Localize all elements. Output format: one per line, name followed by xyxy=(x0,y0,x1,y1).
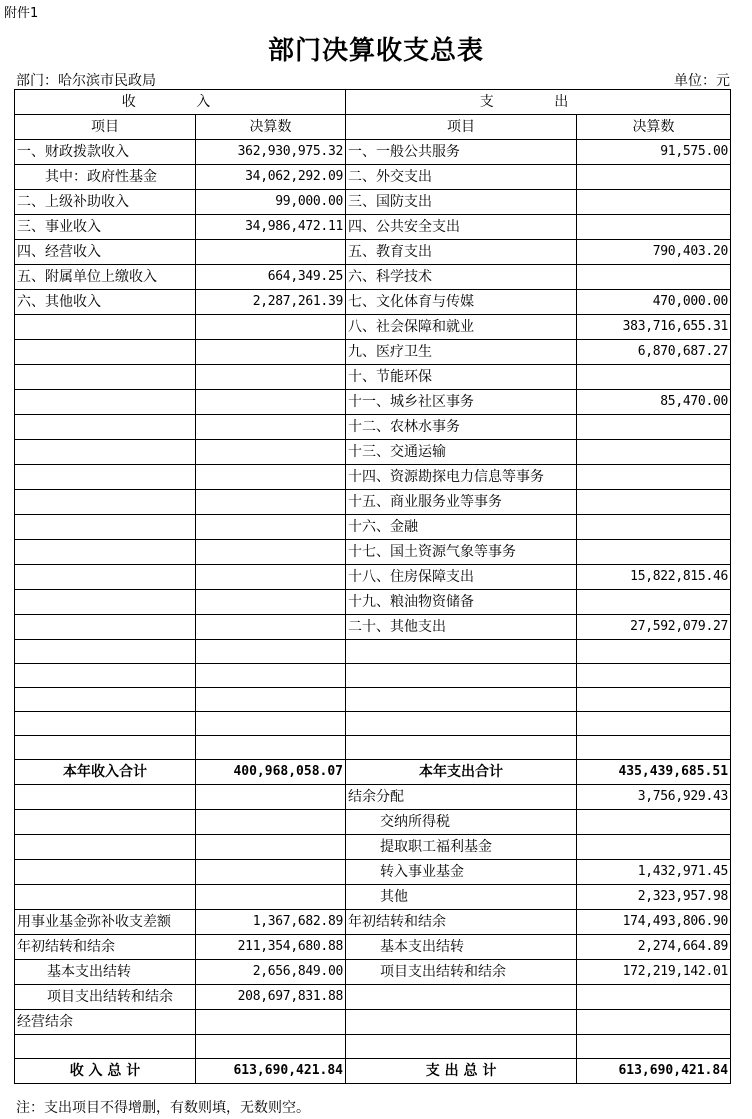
expense-amount-cell xyxy=(577,736,731,760)
table-row xyxy=(15,640,731,664)
income-amount-cell xyxy=(196,415,346,440)
income-amount-cell xyxy=(196,885,346,910)
table-row xyxy=(15,165,731,190)
expense-item-cell: 十三、交通运输 xyxy=(346,440,577,465)
table-row xyxy=(15,985,731,1010)
table-row xyxy=(15,490,731,515)
expense-amount-cell xyxy=(577,440,731,465)
expense-amount-cell xyxy=(577,515,731,540)
table-row xyxy=(15,885,731,910)
income-item-cell xyxy=(15,315,196,340)
income-item-cell xyxy=(15,515,196,540)
table-row xyxy=(15,340,731,365)
expense-amount-cell xyxy=(577,365,731,390)
income-amount-cell xyxy=(196,688,346,712)
expense-item-header: 项目 xyxy=(346,115,577,140)
expense-amount-cell: 790,403.20 xyxy=(577,240,731,265)
expense-amount-cell xyxy=(577,265,731,290)
income-subtotal-value: 400,968,058.07 xyxy=(196,760,346,785)
table-row xyxy=(15,215,731,240)
expense-item-cell: 其他 xyxy=(346,885,577,910)
income-section-header: 收 入 xyxy=(15,90,346,115)
income-total-label: 收 入 总 计 xyxy=(15,1059,196,1084)
expense-item-cell: 年初结转和结余 xyxy=(346,910,577,935)
expense-amount-header: 决算数 xyxy=(577,115,731,140)
expense-amount-cell xyxy=(577,640,731,664)
table-row xyxy=(15,785,731,810)
expense-item-cell xyxy=(346,664,577,688)
expense-item-cell: 二、外交支出 xyxy=(346,165,577,190)
expense-section-header: 支 出 xyxy=(346,90,731,115)
income-item-cell: 项目支出结转和结余 xyxy=(15,985,196,1010)
expense-amount-cell xyxy=(577,490,731,515)
total-row xyxy=(15,1059,731,1084)
income-amount-cell xyxy=(196,1010,346,1035)
expense-amount-cell xyxy=(577,465,731,490)
income-amount-cell xyxy=(196,490,346,515)
table-row xyxy=(15,365,731,390)
income-amount-header: 决算数 xyxy=(196,115,346,140)
expense-amount-cell xyxy=(577,165,731,190)
expense-amount-cell xyxy=(577,688,731,712)
income-amount-cell: 208,697,831.88 xyxy=(196,985,346,1010)
expense-amount-cell xyxy=(577,712,731,736)
expense-amount-cell xyxy=(577,664,731,688)
expense-amount-cell: 15,822,815.46 xyxy=(577,565,731,590)
table-row xyxy=(15,935,731,960)
income-item-cell xyxy=(15,440,196,465)
expense-amount-cell xyxy=(577,215,731,240)
expense-item-cell xyxy=(346,985,577,1010)
income-amount-cell: 2,287,261.39 xyxy=(196,290,346,315)
footnote: 注：支出项目不得增删，有数则填，无数则空。 xyxy=(16,1100,310,1116)
expense-subtotal-value: 435,439,685.51 xyxy=(577,760,731,785)
income-item-cell xyxy=(15,640,196,664)
income-item-cell xyxy=(15,1035,196,1059)
expense-item-cell: 十一、城乡社区事务 xyxy=(346,390,577,415)
table-row xyxy=(15,540,731,565)
income-amount-cell xyxy=(196,240,346,265)
table-row xyxy=(15,960,731,985)
income-item-cell: 三、事业收入 xyxy=(15,215,196,240)
table-row xyxy=(15,440,731,465)
income-item-cell: 年初结转和结余 xyxy=(15,935,196,960)
table-row xyxy=(15,835,731,860)
expense-amount-cell: 3,756,929.43 xyxy=(577,785,731,810)
income-item-cell: 经营结余 xyxy=(15,1010,196,1035)
expense-item-cell: 四、公共安全支出 xyxy=(346,215,577,240)
income-item-header: 项目 xyxy=(15,115,196,140)
income-item-cell: 六、其他收入 xyxy=(15,290,196,315)
expense-amount-cell xyxy=(577,985,731,1010)
expense-amount-cell xyxy=(577,590,731,615)
income-item-cell xyxy=(15,365,196,390)
income-amount-cell xyxy=(196,615,346,640)
expense-item-cell: 二十、其他支出 xyxy=(346,615,577,640)
income-amount-cell xyxy=(196,565,346,590)
income-amount-cell: 362,930,975.32 xyxy=(196,140,346,165)
expense-item-cell: 项目支出结转和结余 xyxy=(346,960,577,985)
expense-amount-cell xyxy=(577,540,731,565)
income-total-value: 613,690,421.84 xyxy=(196,1059,346,1084)
income-amount-cell: 664,349.25 xyxy=(196,265,346,290)
income-item-cell xyxy=(15,615,196,640)
income-amount-cell xyxy=(196,860,346,885)
expense-item-cell: 交纳所得税 xyxy=(346,810,577,835)
table-row xyxy=(15,240,731,265)
expense-amount-cell: 470,000.00 xyxy=(577,290,731,315)
income-amount-cell xyxy=(196,712,346,736)
income-amount-cell xyxy=(196,340,346,365)
table-row xyxy=(15,712,731,736)
attachment-label: 附件1 xyxy=(4,6,39,21)
expense-item-cell: 三、国防支出 xyxy=(346,190,577,215)
expense-item-cell: 十八、住房保障支出 xyxy=(346,565,577,590)
income-item-cell xyxy=(15,885,196,910)
unit-label: 单位：元 xyxy=(674,73,730,89)
income-amount-cell xyxy=(196,390,346,415)
income-amount-cell xyxy=(196,664,346,688)
expense-item-cell xyxy=(346,1010,577,1035)
expense-item-cell xyxy=(346,712,577,736)
table-row xyxy=(15,265,731,290)
expense-item-cell xyxy=(346,1035,577,1059)
expense-item-cell: 结余分配 xyxy=(346,785,577,810)
income-item-cell xyxy=(15,835,196,860)
expense-item-cell: 转入事业基金 xyxy=(346,860,577,885)
expense-item-cell xyxy=(346,736,577,760)
income-amount-cell xyxy=(196,736,346,760)
income-amount-cell xyxy=(196,540,346,565)
table-row xyxy=(15,565,731,590)
table-row xyxy=(15,736,731,760)
expense-item-cell: 十二、农林水事务 xyxy=(346,415,577,440)
income-amount-cell xyxy=(196,515,346,540)
expense-amount-cell: 383,716,655.31 xyxy=(577,315,731,340)
expense-amount-cell: 2,274,664.89 xyxy=(577,935,731,960)
income-amount-cell xyxy=(196,835,346,860)
table-row xyxy=(15,390,731,415)
income-item-cell xyxy=(15,736,196,760)
income-item-cell xyxy=(15,340,196,365)
expense-item-cell xyxy=(346,688,577,712)
table-row xyxy=(15,290,731,315)
expense-amount-cell xyxy=(577,415,731,440)
income-item-cell xyxy=(15,565,196,590)
expense-item-cell: 六、科学技术 xyxy=(346,265,577,290)
income-amount-cell: 99,000.00 xyxy=(196,190,346,215)
income-amount-cell: 34,062,292.09 xyxy=(196,165,346,190)
expense-amount-cell: 1,432,971.45 xyxy=(577,860,731,885)
income-item-cell: 五、附属单位上缴收入 xyxy=(15,265,196,290)
expense-amount-cell: 91,575.00 xyxy=(577,140,731,165)
income-item-cell xyxy=(15,810,196,835)
expense-item-cell: 十五、商业服务业等事务 xyxy=(346,490,577,515)
income-item-cell xyxy=(15,785,196,810)
expense-amount-cell: 174,493,806.90 xyxy=(577,910,731,935)
expense-amount-cell xyxy=(577,1035,731,1059)
income-amount-cell xyxy=(196,365,346,390)
department-label: 部门：哈尔滨市民政局 xyxy=(16,73,156,89)
income-amount-cell xyxy=(196,810,346,835)
income-amount-cell: 211,354,680.88 xyxy=(196,935,346,960)
income-amount-cell xyxy=(196,465,346,490)
income-item-cell xyxy=(15,688,196,712)
table-row xyxy=(15,1035,731,1059)
table-row xyxy=(15,910,731,935)
income-item-cell: 四、经营收入 xyxy=(15,240,196,265)
expense-item-cell: 十、节能环保 xyxy=(346,365,577,390)
expense-subtotal-label: 本年支出合计 xyxy=(346,760,577,785)
income-item-cell xyxy=(15,415,196,440)
table-row xyxy=(15,860,731,885)
table-row xyxy=(15,315,731,340)
expense-item-cell: 十九、粮油物资储备 xyxy=(346,590,577,615)
expense-total-value: 613,690,421.84 xyxy=(577,1059,731,1084)
income-amount-cell: 1,367,682.89 xyxy=(196,910,346,935)
table-row xyxy=(15,190,731,215)
income-amount-cell: 2,656,849.00 xyxy=(196,960,346,985)
table-row xyxy=(15,664,731,688)
expense-amount-cell xyxy=(577,190,731,215)
income-amount-cell xyxy=(196,785,346,810)
expense-amount-cell: 2,323,957.98 xyxy=(577,885,731,910)
table-row xyxy=(15,688,731,712)
expense-item-cell: 基本支出结转 xyxy=(346,935,577,960)
column-header-row xyxy=(15,115,731,140)
table-row xyxy=(15,465,731,490)
income-amount-cell: 34,986,472.11 xyxy=(196,215,346,240)
summary-table xyxy=(14,89,731,1084)
expense-amount-cell xyxy=(577,835,731,860)
income-item-cell: 其中：政府性基金 xyxy=(15,165,196,190)
income-item-cell xyxy=(15,540,196,565)
table-row xyxy=(15,140,731,165)
expense-amount-cell: 6,870,687.27 xyxy=(577,340,731,365)
table-row xyxy=(15,590,731,615)
subtotal-row xyxy=(15,760,731,785)
expense-amount-cell xyxy=(577,1010,731,1035)
income-subtotal-label: 本年收入合计 xyxy=(15,760,196,785)
expense-item-cell: 一、一般公共服务 xyxy=(346,140,577,165)
income-item-cell: 基本支出结转 xyxy=(15,960,196,985)
expense-amount-cell: 27,592,079.27 xyxy=(577,615,731,640)
expense-amount-cell xyxy=(577,810,731,835)
expense-item-cell: 七、文化体育与传媒 xyxy=(346,290,577,315)
income-item-cell xyxy=(15,465,196,490)
income-item-cell: 一、财政拨款收入 xyxy=(15,140,196,165)
income-amount-cell xyxy=(196,640,346,664)
expense-amount-cell: 85,470.00 xyxy=(577,390,731,415)
expense-item-cell: 十四、资源勘探电力信息等事务 xyxy=(346,465,577,490)
income-item-cell xyxy=(15,390,196,415)
table-row xyxy=(15,615,731,640)
income-item-cell: 二、上级补助收入 xyxy=(15,190,196,215)
income-item-cell xyxy=(15,590,196,615)
table-row xyxy=(15,810,731,835)
income-amount-cell xyxy=(196,590,346,615)
income-item-cell xyxy=(15,860,196,885)
expense-item-cell: 提取职工福利基金 xyxy=(346,835,577,860)
table-row xyxy=(15,515,731,540)
table-row xyxy=(15,1010,731,1035)
income-item-cell: 用事业基金弥补收支差额 xyxy=(15,910,196,935)
income-item-cell xyxy=(15,490,196,515)
expense-amount-cell: 172,219,142.01 xyxy=(577,960,731,985)
income-amount-cell xyxy=(196,315,346,340)
expense-total-label: 支 出 总 计 xyxy=(346,1059,577,1084)
expense-item-cell: 十六、金融 xyxy=(346,515,577,540)
income-amount-cell xyxy=(196,1035,346,1059)
expense-item-cell: 八、社会保障和就业 xyxy=(346,315,577,340)
page-title: 部门决算收支总表 xyxy=(267,36,484,66)
section-header-row xyxy=(15,90,731,115)
expense-item-cell: 十七、国土资源气象等事务 xyxy=(346,540,577,565)
table-row xyxy=(15,415,731,440)
income-item-cell xyxy=(15,664,196,688)
income-item-cell xyxy=(15,712,196,736)
income-amount-cell xyxy=(196,440,346,465)
expense-item-cell: 五、教育支出 xyxy=(346,240,577,265)
expense-item-cell xyxy=(346,640,577,664)
expense-item-cell: 九、医疗卫生 xyxy=(346,340,577,365)
